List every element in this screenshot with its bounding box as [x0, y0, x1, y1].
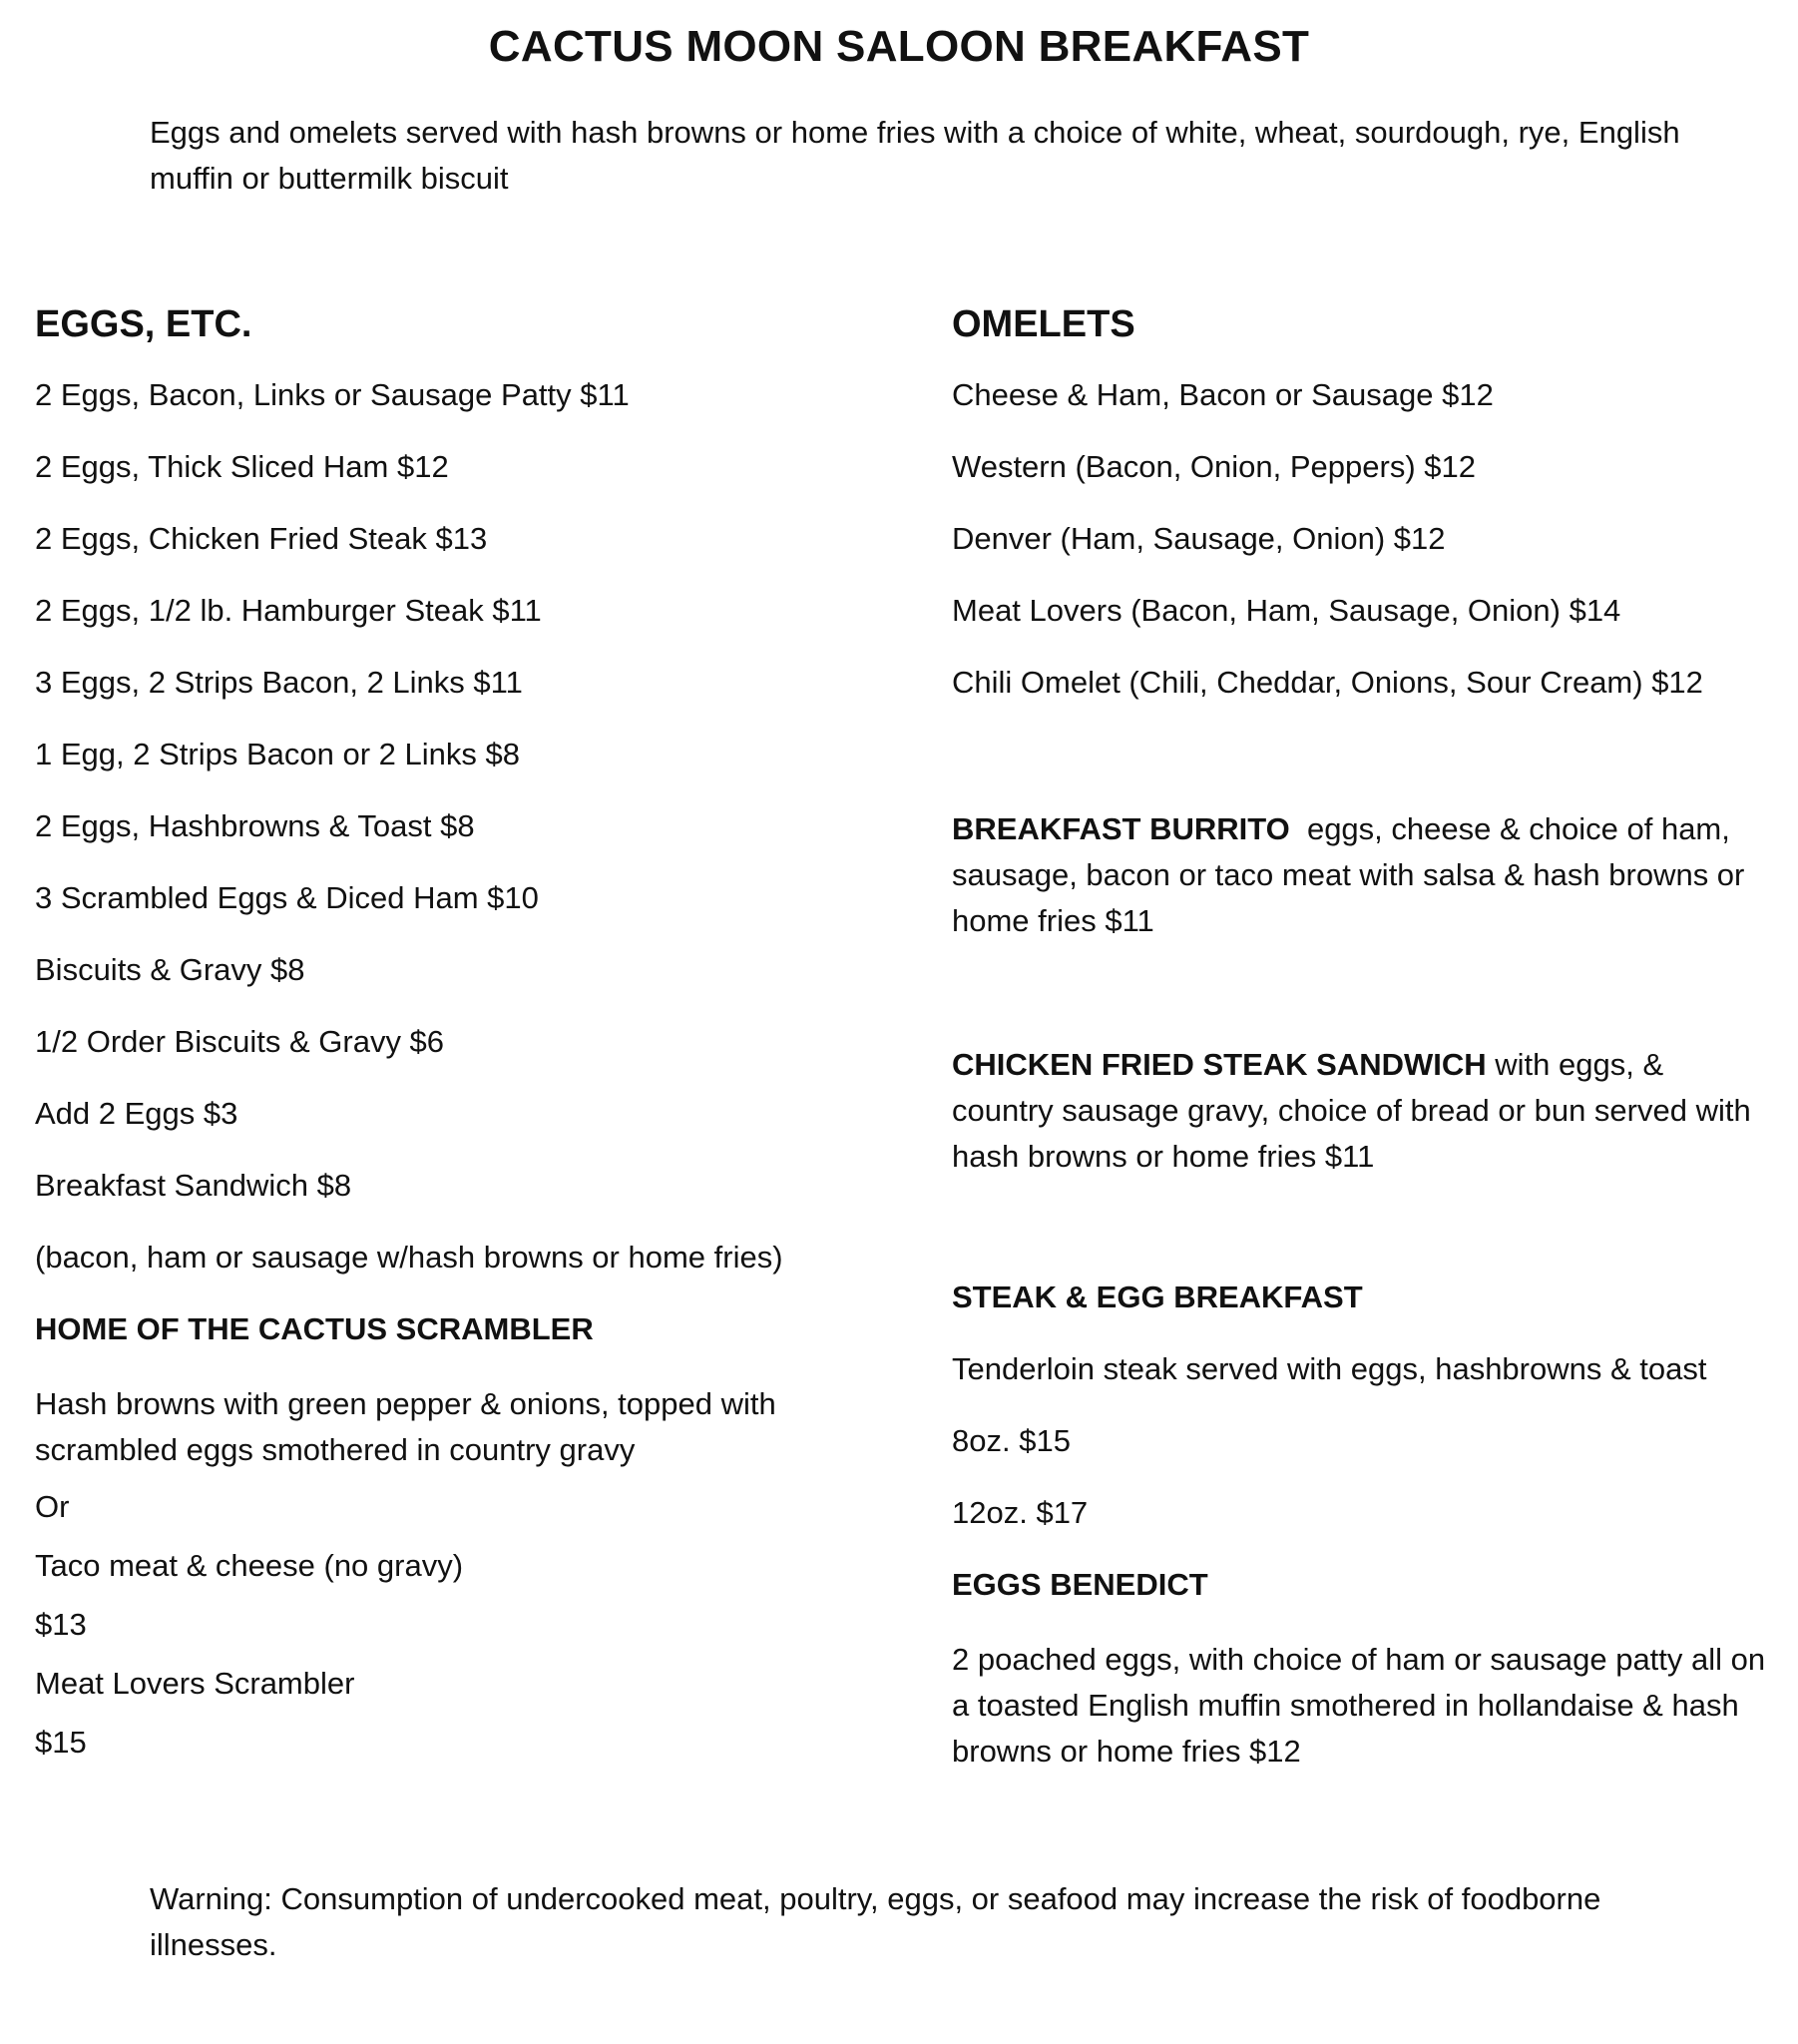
steak-egg-option: 12oz. $17 — [952, 1495, 1089, 1530]
menu-item: Biscuits & Gravy $8 — [35, 952, 305, 987]
cfs-sandwich-description: with eggs, & country sausage gravy, choice of bread or bun served with hash browns or home fries $11 — [952, 1047, 1751, 1174]
menu-item-note: (bacon, ham or sausage w/hash browns or home fries) — [35, 1240, 783, 1275]
eggs-column — [35, 297, 913, 1782]
intro-text: Eggs and omelets served with hash browns or home fries with a choice of white, wheat, sourdough, rye, English muffin or buttermilk biscuit — [150, 115, 1680, 196]
menu-item: 2 Eggs, Thick Sliced Ham $12 — [35, 449, 449, 484]
steak-egg-description: Tenderloin steak served with eggs, hashbrowns & toast — [952, 1351, 1707, 1386]
menu-item: 1/2 Order Biscuits & Gravy $6 — [35, 1024, 445, 1059]
omelet-item: Chili Omelet (Chili, Cheddar, Onions, Sour Cream) $12 — [952, 665, 1703, 700]
menu-item: 2 Eggs, Chicken Fried Steak $13 — [35, 521, 488, 556]
scrambler-alt: Taco meat & cheese (no gravy) — [35, 1548, 464, 1583]
steak-egg-heading: STEAK & EGG BREAKFAST — [952, 1279, 1363, 1314]
omelets-heading: OMELETS — [952, 303, 1135, 345]
menu-item: 1 Egg, 2 Strips Bacon or 2 Links $8 — [35, 737, 520, 771]
benedict-heading: EGGS BENEDICT — [952, 1567, 1208, 1602]
burrito-description: eggs, cheese & choice of ham, sausage, bacon or taco meat with salsa & hash browns or home fries $11 — [952, 811, 1745, 938]
menu-item: 2 Eggs, Bacon, Links or Sausage Patty $11 — [35, 377, 630, 412]
menu-item: 2 Eggs, Hashbrowns & Toast $8 — [35, 808, 475, 843]
menu-item: 3 Scrambled Eggs & Diced Ham $10 — [35, 880, 539, 915]
breakfast-burrito — [952, 806, 1770, 1042]
omelets-column — [952, 297, 1770, 1775]
scrambler-heading: HOME OF THE CACTUS SCRAMBLER — [35, 1311, 594, 1346]
meat-lovers-scrambler: Meat Lovers Scrambler — [35, 1666, 355, 1701]
menu-item: Breakfast Sandwich $8 — [35, 1168, 352, 1203]
burrito-name: BREAKFAST BURRITO — [952, 811, 1290, 846]
omelet-item: Western (Bacon, Onion, Peppers) $12 — [952, 449, 1476, 484]
cfs-sandwich-name: CHICKEN FRIED STEAK SANDWICH — [952, 1047, 1487, 1082]
menu-item: 2 Eggs, 1/2 lb. Hamburger Steak $11 — [35, 593, 542, 628]
omelet-item: Meat Lovers (Bacon, Ham, Sausage, Onion) $14 — [952, 593, 1621, 628]
scrambler-description: Hash browns with green pepper & onions, topped with scrambled eggs smothered in country gravy — [35, 1386, 776, 1467]
scrambler-or: Or — [35, 1489, 70, 1524]
warning-text: Warning: Consumption of undercooked meat, poultry, eggs, or seafood may increase the risk of foodborne illnesses. — [150, 1881, 1601, 1962]
benedict-description: 2 poached eggs, with choice of ham or sausage patty all on a toasted English muffin smothered in hollandaise & hash browns or home fries $12 — [952, 1642, 1766, 1769]
steak-egg-option: 8oz. $15 — [952, 1423, 1071, 1458]
menu-item: 3 Eggs, 2 Strips Bacon, 2 Links $11 — [35, 665, 523, 700]
scrambler-price: $13 — [35, 1607, 87, 1642]
menu-item: Add 2 Eggs $3 — [35, 1096, 238, 1131]
eggs-heading: EGGS, ETC. — [35, 303, 252, 345]
omelet-item: Cheese & Ham, Bacon or Sausage $12 — [952, 377, 1494, 412]
menu-title: CACTUS MOON SALOON BREAKFAST — [488, 22, 1310, 71]
omelet-item: Denver (Ham, Sausage, Onion) $12 — [952, 521, 1446, 556]
chicken-fried-steak-sandwich — [952, 1042, 1770, 1278]
meat-lovers-scrambler-price: $15 — [35, 1725, 87, 1760]
